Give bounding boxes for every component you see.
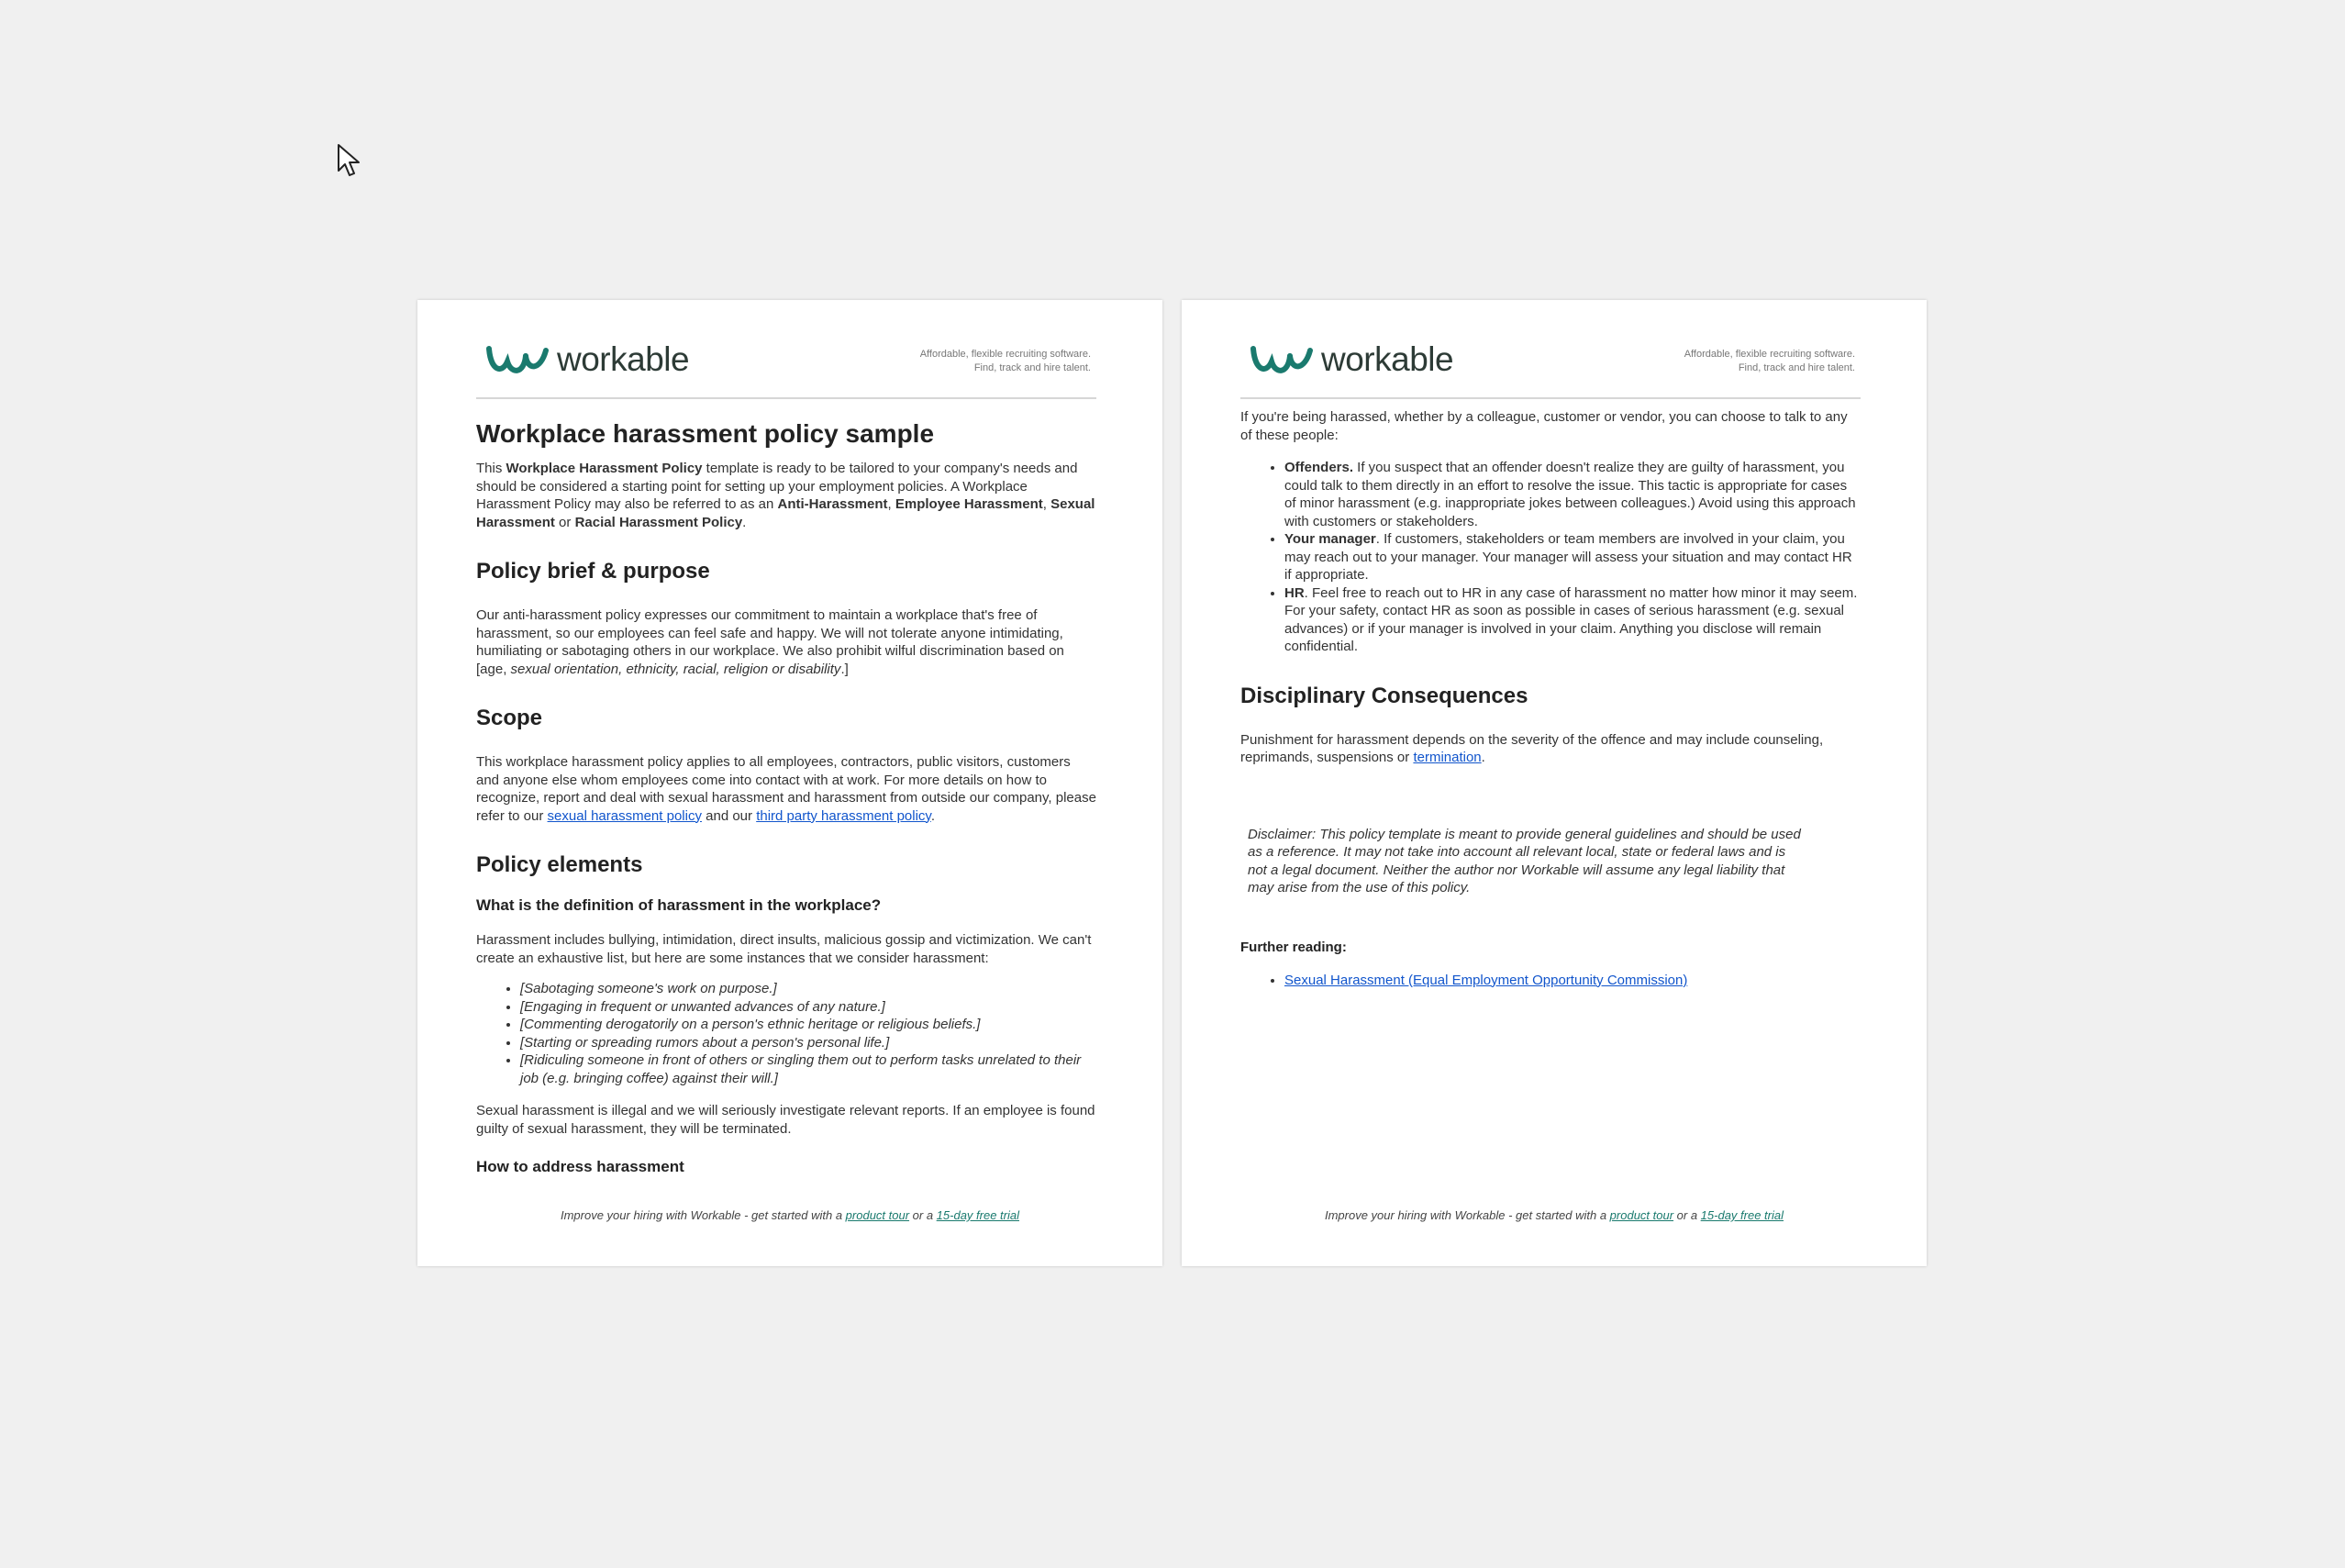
subheading-definition: What is the definition of harassment in the workplace? [476,896,882,914]
workable-logo-icon [485,343,550,376]
document-title: Workplace harassment policy sample [476,419,935,448]
list-item [1284,972,1861,990]
list-item: • [Starting or spreading rumors about a person's personal life.] [520,1034,1096,1052]
termination-link[interactable]: termination [1413,750,1482,765]
header-tagline: Affordable, flexible recruiting software. Find, track and hire talent. [919,349,1091,373]
disclaimer-text: Disclaimer: This policy template is meant to provide general guidelines and should be used as a reference. It may not take into account all relevant local, state or federal laws and is not a legal document. Neither the author nor Workable will assume any legal liability that may arise from the use of this policy. [1248,826,1801,895]
workable-logo-icon [1250,343,1314,376]
workable-wordmark: workable [557,340,690,378]
definition-paragraph: Harassment includes bullying, intimidation, direct insults, malicious gossip and victimization. We can't create an exhaustive list, but here are some instances that we consider harassment: [476,932,1092,966]
workable-logo [485,340,689,379]
contact-intro-paragraph: If you're being harassed, whether by a colleague, customer or vendor, you can choose to talk to any of these people: [1240,409,1848,443]
intro-paragraph: This Workplace Harassment Policy template is ready to be tailored to your company's needs and should be considered a starting point for setting up your employment policies. A Workplace Harassment Policy may also be referred to as an Anti-Harassment, Employee Harassment, Sexual Harassment or Racial Harassment Policy. [476,461,1095,530]
third-party-harassment-policy-link[interactable]: third party harassment policy [756,807,931,824]
list-item: • Offenders. If you suspect that an offender doesn't realize they are guilty of harassment, you could talk to them directly in an effort to resolve the issue. This tactic is appropriate for cases of minor harassment (e.g. inappropriate jokes between colleagues.) Avoid using this approach with customers or stakeholders. [1284,459,1861,530]
header-tagline: Affordable, flexible recruiting software. Find, track and hire talent. [1684,349,1855,373]
section-heading-brief: Policy brief & purpose [476,559,710,584]
page-footer: Improve your hiring with Workable - get started with a product tour or a 15-day free trial [1324,1208,1784,1222]
harassment-examples-list [476,980,1096,1087]
section-heading-discipline: Disciplinary Consequences [1240,683,1528,708]
page-header [476,300,1096,399]
scope-paragraph: This workplace harassment policy applies to all employees, contractors, public visitors, customers and anyone else whom employees come into contact with at work. For more details on how to recognize, report and deal with sexual harassment and harassment from outside our company, please refer to our sexual harassment policy and our third party harassment policy. [476,754,1096,824]
document-page-2 [1182,300,1927,1266]
list-item: • HR. Feel free to reach out to HR in any case of harassment no matter how minor it may seem. For your safety, contact HR as soon as possible in cases of serious harassment (e.g. sexual advances) or if your manager is involved in your claim. Anything you disclose will remain confidential. [1284,584,1861,656]
eeoc-sexual-harassment-link[interactable]: Sexual Harassment (Equal Employment Opportunity Commission) [1284,972,1688,988]
mouse-pointer-icon [337,143,362,180]
further-reading-list [1240,972,1861,990]
free-trial-link[interactable]: 15-day free trial [1700,1208,1784,1222]
sexual-harassment-policy-link[interactable]: sexual harassment policy [547,807,702,824]
list-item: • [Sabotaging someone's work on purpose.] [520,980,1096,998]
further-reading-heading: Further reading: [1240,939,1347,955]
contact-people-list [1240,459,1861,656]
subheading-address: How to address harassment [476,1158,684,1175]
list-item: • [Commenting derogatorily on a person's ethnic heritage or religious beliefs.] [520,1016,1096,1034]
product-tour-link[interactable]: product tour [845,1208,910,1222]
list-item: • [Engaging in frequent or unwanted advances of any nature.] [520,998,1096,1017]
list-item: • Your manager. If customers, stakeholders or team members are involved in your claim, you may reach out to your manager. Your manager will assess your situation and may contact HR if appropriate. [1284,530,1861,584]
page-header [1240,300,1861,399]
workable-wordmark: workable [1321,340,1454,378]
product-tour-link[interactable]: product tour [1609,1208,1674,1222]
brief-paragraph: Our anti-harassment policy expresses our commitment to maintain a workplace that's free of harassment, so our employees can feel safe and happy. We will not tolerate anyone intimidating, humiliating or sabotaging others in our workplace. We also prohibit wilful discrimination based on [age, sexual orientation, ethnicity, racial, religion or disability.] [476,607,1064,677]
list-item: • [Ridiculing someone in front of others or singling them out to perform tasks unrelated to their job (e.g. bringing coffee) against their will.] [520,1051,1096,1087]
discipline-paragraph: Punishment for harassment depends on the severity of the offence and may include counseling, reprimands, suspensions or termination. [1240,731,1824,765]
section-heading-scope: Scope [476,706,543,730]
section-heading-elements: Policy elements [476,852,643,877]
document-page-1 [417,300,1162,1266]
workable-logo [1250,340,1453,379]
free-trial-link[interactable]: 15-day free trial [936,1208,1019,1222]
page-footer: Improve your hiring with Workable - get started with a product tour or a 15-day free trial [560,1208,1019,1222]
sexual-harassment-paragraph: Sexual harassment is illegal and we will seriously investigate relevant reports. If an employee is found guilty of sexual harassment, they will be terminated. [476,1103,1095,1137]
